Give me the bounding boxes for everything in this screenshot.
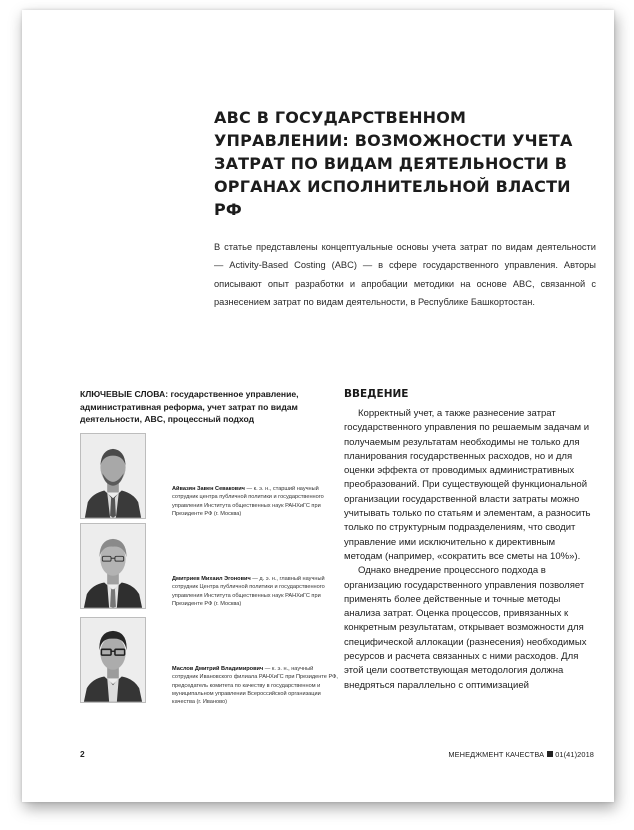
journal-footer [448, 750, 594, 759]
page-number: 2 [80, 749, 85, 759]
author-name: Айвазян Завен Севакович [172, 486, 245, 492]
journal-name: МЕНЕДЖМЕНТ КАЧЕСТВА [448, 750, 545, 759]
author-portrait-icon [81, 434, 145, 518]
author-details: — д. э. н., главный научный сотрудник Центра публичной политики и государственного управления Института общественных наук РАНХиГС при Президенте РФ (г. Москва) [172, 576, 325, 607]
author-card [80, 523, 340, 609]
author-card [80, 433, 340, 519]
paragraph: Корректный учет, а также разнесение затрат государственного управления по решаемым задачам и получаемым результатам необходимы не только для планирования государственных расходов, но и для оценки эффекта от проводимых административных преобразований. При существующей функциональной организации государственной власти затраты можно учитывать только по статьям и элементам, а разносить только по структурным подразделениям, что сводит управление ими исключительно к директивным методам (например, «сократить все сметы на 10%»). [344, 408, 591, 562]
keywords: КЛЮЧЕВЫЕ СЛОВА: государственное управление, административная реформа, учет затрат по видам деятельности, ABC, процессный подход [80, 389, 299, 425]
author-photo [80, 433, 146, 519]
body-text [344, 407, 596, 693]
author-name: Дмитриев Михаил Эгонович [172, 576, 251, 582]
author-info [172, 485, 340, 518]
author-photo [80, 523, 146, 609]
author-portrait-icon [81, 618, 145, 702]
paragraph: Однако внедрение процессного подхода в организацию государственного управления позволяет применять более действенные и точные методы анализа затрат. Оценка процессов, привязанных к конкретным результатам, открывает возможности для специфической аллокации (разнесения) необходимых ресурсов и расчета связанных с ними расходов. Для этой цели соответствующая методология должна внедряться параллельно с оптимизацией [344, 565, 587, 691]
article-title: ABC В ГОСУДАРСТВЕННОМ УПРАВЛЕНИИ: ВОЗМОЖНОСТИ УЧЕТА ЗАТРАТ ПО ВИДАМ ДЕЯТЕЛЬНОСТИ В ОРГАНАХ ИСПОЛНИТЕЛЬНОЙ ВЛАСТИ РФ [214, 108, 573, 219]
author-info [172, 665, 340, 706]
section-heading: ВВЕДЕНИЕ [344, 388, 409, 400]
journal-issue: 01(41)2018 [555, 750, 594, 759]
author-details: — к. э. н., старший научный сотрудник центра публичной политики и государственного управления Института общественных наук РАНХиГС при Президенте РФ (г. Москва) [172, 486, 324, 517]
author-card [80, 617, 340, 706]
author-photo [80, 617, 146, 703]
author-details: — к. э. н., научный сотрудник Ивановского филиала РАНХиГС при Президенте РФ, председатель комитета по качеству в государственном и муниципальном управлении Всероссийской организации качества (г. Иваново) [172, 666, 338, 706]
author-info [172, 575, 340, 608]
square-separator-icon [547, 751, 553, 757]
author-name: Маслов Дмитрий Владимирович [172, 666, 264, 672]
author-portrait-icon [81, 524, 145, 608]
article-abstract: В статье представлены концептуальные основы учета затрат по видам деятельности — Activity-Based Costing (ABC) — в сфере государственного управления. Авторы описывают опыт разработки и апробации методики на основе ABC, связанной с разнесением затрат по видам деятельности, в Республике Башкортостан. [214, 242, 596, 308]
journal-page [22, 10, 614, 802]
